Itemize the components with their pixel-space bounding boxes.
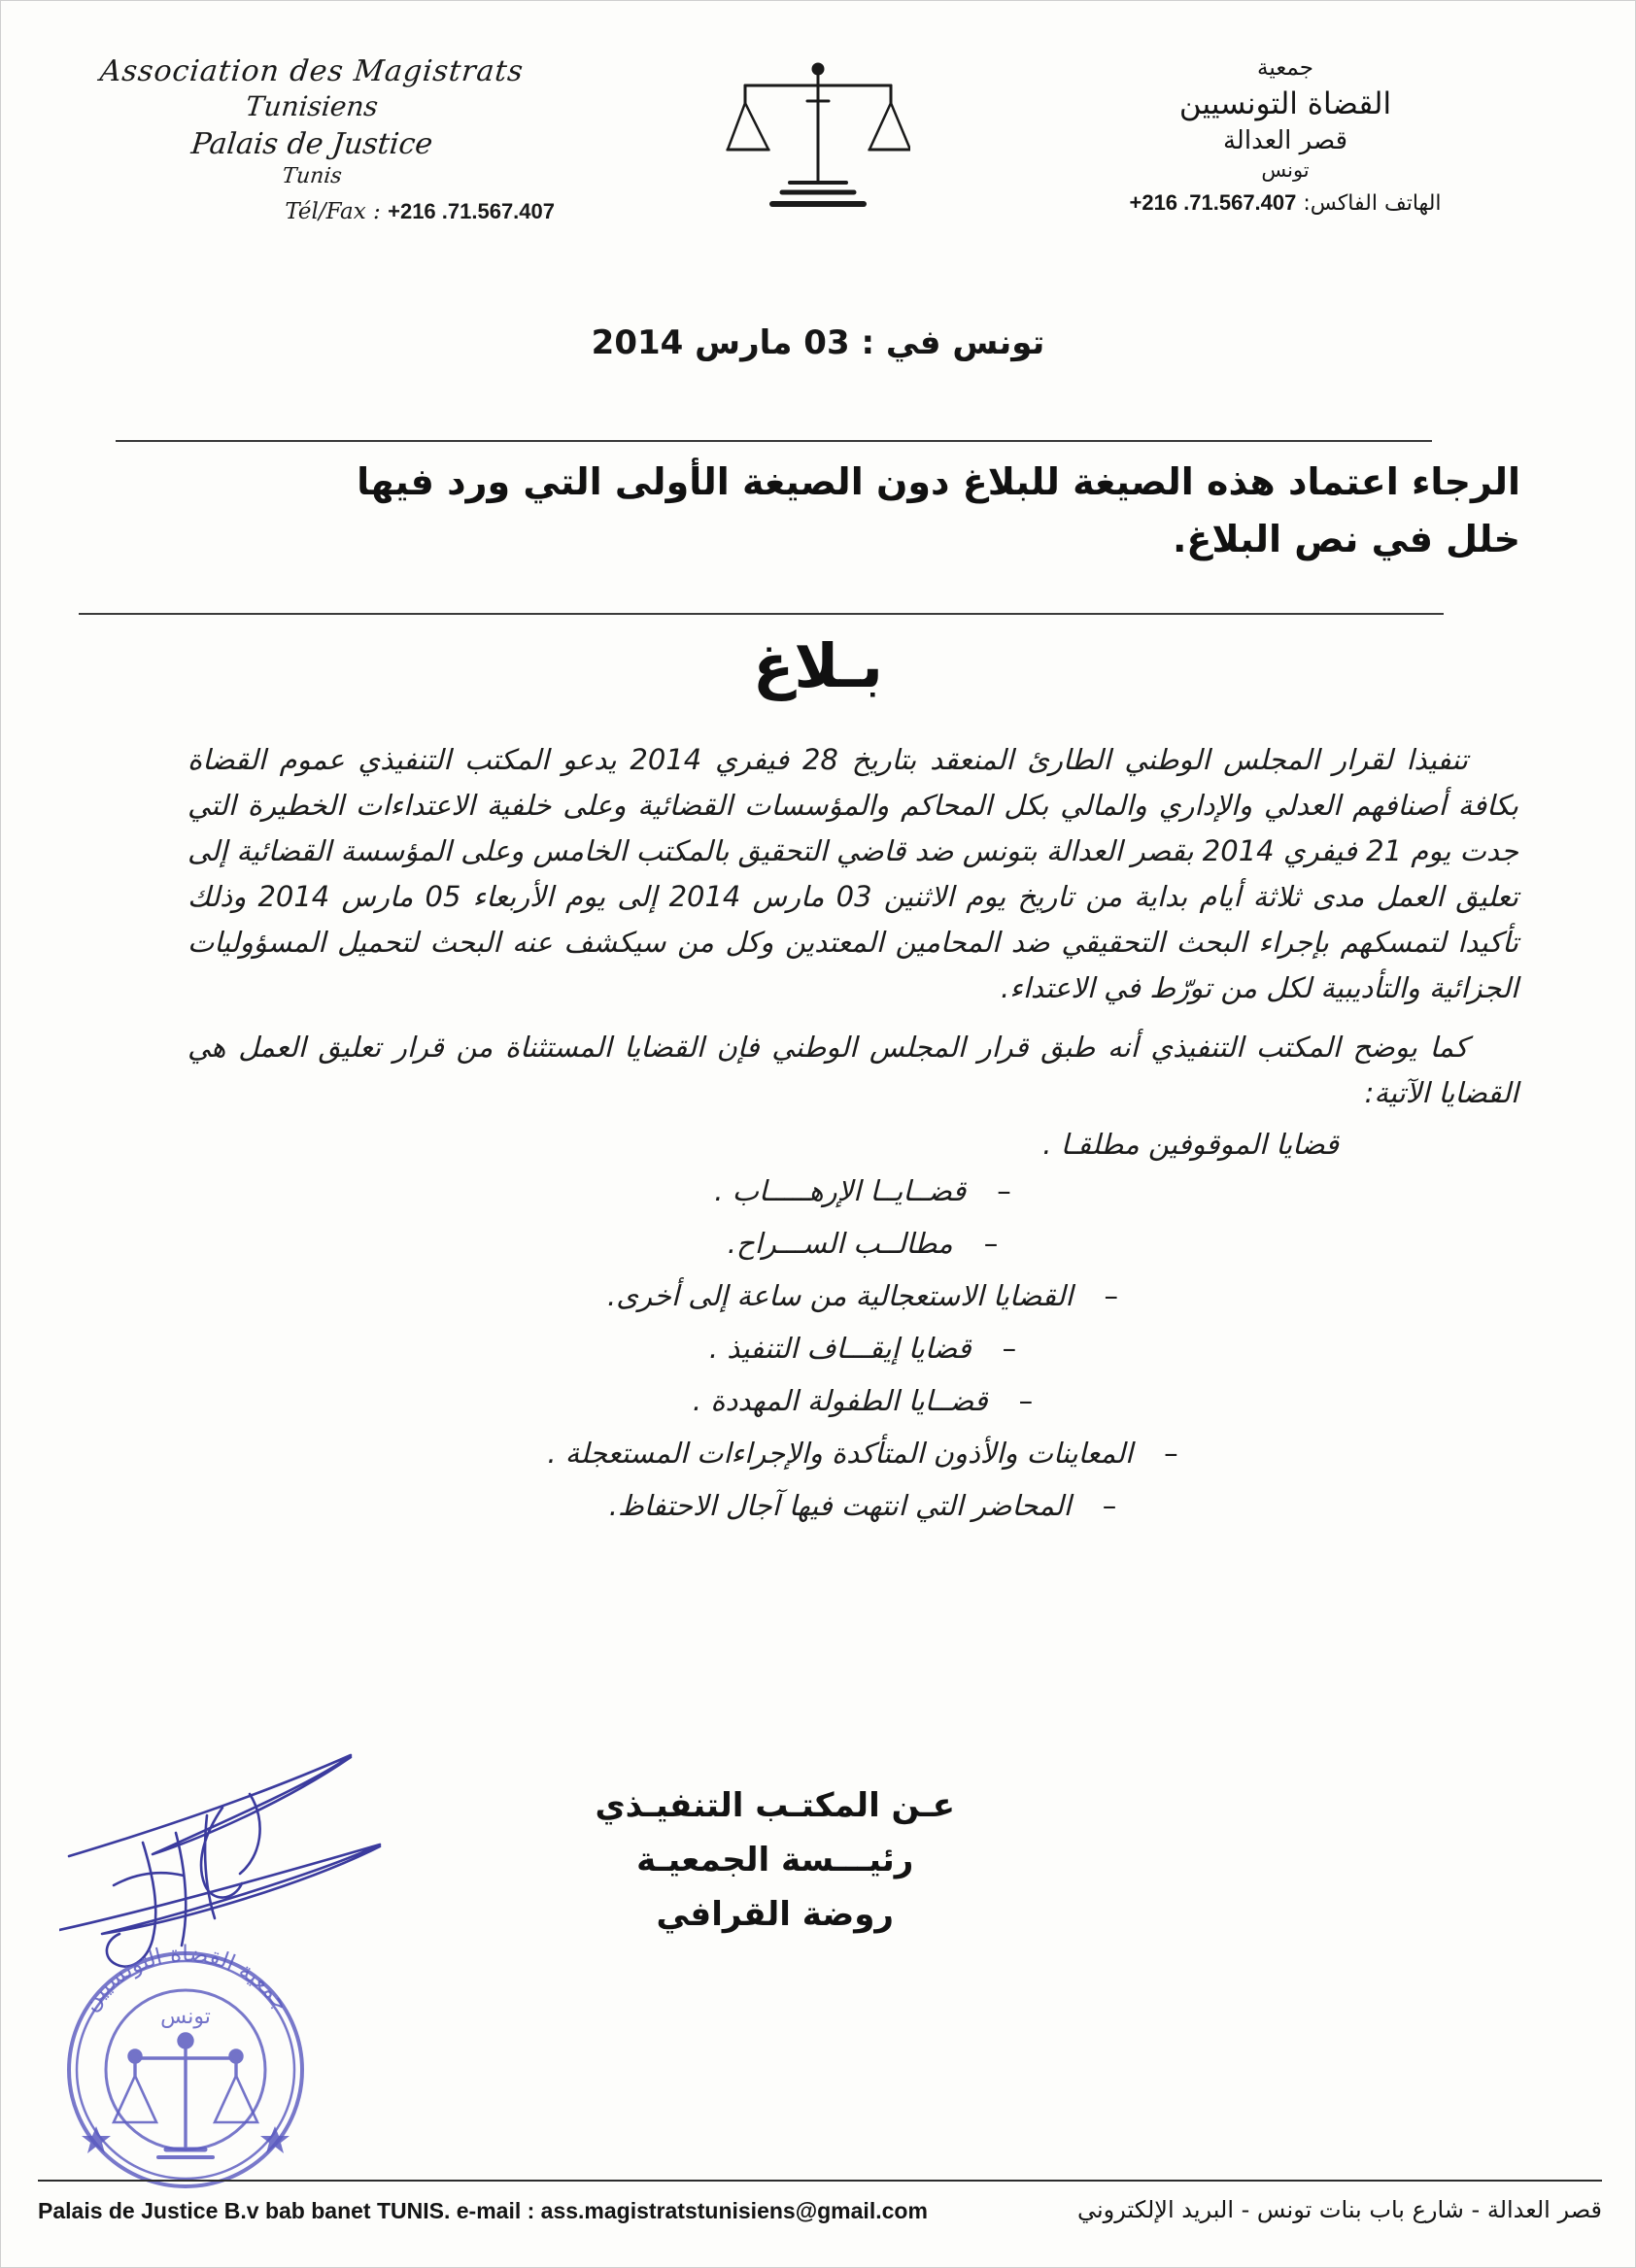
bullet-dash-icon: – <box>1018 1383 1034 1417</box>
list-item-label: قضايا إيقـــاف التنفيذ . <box>708 1331 971 1365</box>
body-paragraph-2: كما يوضح المكتب التنفيذي أنه طبق قرار المجلس الوطني فإن القضايا المستثناة من قرار تعليق العمل هي القضايا الآتية: <box>187 1030 1518 1109</box>
list-item <box>187 1226 1518 1260</box>
page-footer <box>38 2198 1602 2237</box>
arabic-tel-label: الهاتف الفاكس: <box>1303 190 1442 216</box>
list-item-label: المعاينات والأذون المتأكدة والإجراءات المستعجلة . <box>547 1436 1134 1470</box>
list-item-label: المحاضر التي انتهت فيها آجال الاحتفاظ. <box>608 1488 1072 1522</box>
list-item-label: القضايا الاستعجالية من ساعة إلى أخرى. <box>607 1278 1074 1312</box>
letterhead-french <box>59 54 564 224</box>
footer-address-french: Palais de Justice B.v bab banet TUNIS. e-mail : ass.magistratstunisiens@gmail.com <box>38 2198 928 2223</box>
arabic-tel-number: +216 .71.567.407 <box>1129 189 1297 215</box>
french-org-line1: Association des Magistrats <box>98 54 526 88</box>
footer-address-arabic: قصر العدالة - شارع باب بنات تونس - البريد الإلكتروني <box>1076 2196 1602 2223</box>
french-tel-label: Tél/Fax : <box>285 199 381 225</box>
list-item <box>187 1488 1518 1522</box>
exempted-cases-list <box>187 1173 1518 1522</box>
signature-authority: عـن المكتـب التنفيـذي <box>595 1786 955 1825</box>
handwritten-signature <box>59 1740 467 1992</box>
divider-top <box>116 440 1432 442</box>
french-telephone-line <box>59 199 564 224</box>
signature-role: رئيـــسة الجمعيـة <box>636 1841 914 1880</box>
signature-name: روضة القرافي <box>656 1895 894 1935</box>
french-org-line4: Tunis <box>281 163 344 188</box>
svg-text:تونس: تونس <box>160 2005 211 2029</box>
bullet-dash-icon: – <box>1102 1488 1117 1522</box>
list-item <box>187 1383 1518 1417</box>
list-item-label: قضــايــا الإرهـــــاب . <box>714 1173 967 1207</box>
bullet-dash-icon: – <box>997 1173 1011 1207</box>
footer-divider <box>38 2180 1602 2182</box>
list-item <box>187 1331 1518 1365</box>
list-item <box>187 1436 1518 1470</box>
body-subline: قضايا الموقوفين مطلقـا . <box>1042 1127 1339 1161</box>
french-org-line2: Tunisiens <box>244 90 380 123</box>
arabic-org-line3: قصر العدالة <box>1222 126 1347 156</box>
list-item <box>187 1278 1518 1312</box>
arabic-org-line1: جمعية <box>1257 55 1313 81</box>
signature-block <box>595 1778 955 1942</box>
scales-of-justice-icon <box>726 60 910 225</box>
date-line: تونس في : 03 مارس 2014 <box>591 323 1045 362</box>
document-body <box>187 737 1518 1544</box>
divider-bottom <box>79 613 1444 615</box>
correction-notice: الرجاء اعتماد هذه الصيغة للبلاغ دون الصيغة الأولى التي ورد فيها خلل في نص البلاغ. <box>357 460 1520 560</box>
bullet-dash-icon: – <box>1164 1436 1178 1470</box>
french-tel-number: +216 .71.567.407 <box>388 199 555 224</box>
page-title: بـلاغ <box>753 630 883 701</box>
arabic-org-line2: القضاة التونسيين <box>1178 85 1392 121</box>
official-stamp <box>20 1905 351 2235</box>
svg-text:جمعية القضاة التونسيين: جمعية القضاة التونسيين <box>77 1941 294 2016</box>
list-item <box>187 1173 1518 1207</box>
bullet-dash-icon: – <box>1002 1331 1017 1365</box>
list-item-label: قضــايا الطفولة المهددة . <box>692 1383 988 1417</box>
arabic-telephone-line <box>1033 190 1538 216</box>
arabic-org-line4: تونس <box>1261 157 1310 182</box>
body-paragraph-1: تنفيذا لقرار المجلس الوطني الطارئ المنعقد بتاريخ 28 فيفري 2014 يدعو المكتب التنفيذي عموم القضاة بكافة أصنافهم العدلي والإداري والمالي بكل المحاكم والمؤسسات القضائية وعلى خلفية الاعتداءات الخطيرة التي جدت يوم 21 فيفري 2014 بقصر العدالة بتونس ضد قاضي التحقيق بالمكتب الخامس وعلى المؤسسة القضائية إلى تعليق العمل مدى ثلاثة أيام بداية من تاريخ يوم الاثنين 03 مارس 2014 إلى يوم الأربعاء 05 مارس 2014 وذلك تأكيدا لتمسكهم بإجراء البحث التحقيقي ضد المحامين المعتدين وكل من سيكشف عنه البحث لتحميل المسؤوليات الجزائية والتأديبية لكل من تورّط في الاعتداء. <box>187 743 1518 1004</box>
letterhead-arabic <box>1033 54 1538 216</box>
letterhead <box>1 54 1635 297</box>
bullet-dash-icon: – <box>1104 1278 1118 1312</box>
french-org-line3: Palais de Justice <box>189 126 434 161</box>
bullet-dash-icon: – <box>983 1226 999 1260</box>
list-item-label: مطالــب الســـراح. <box>727 1226 953 1260</box>
